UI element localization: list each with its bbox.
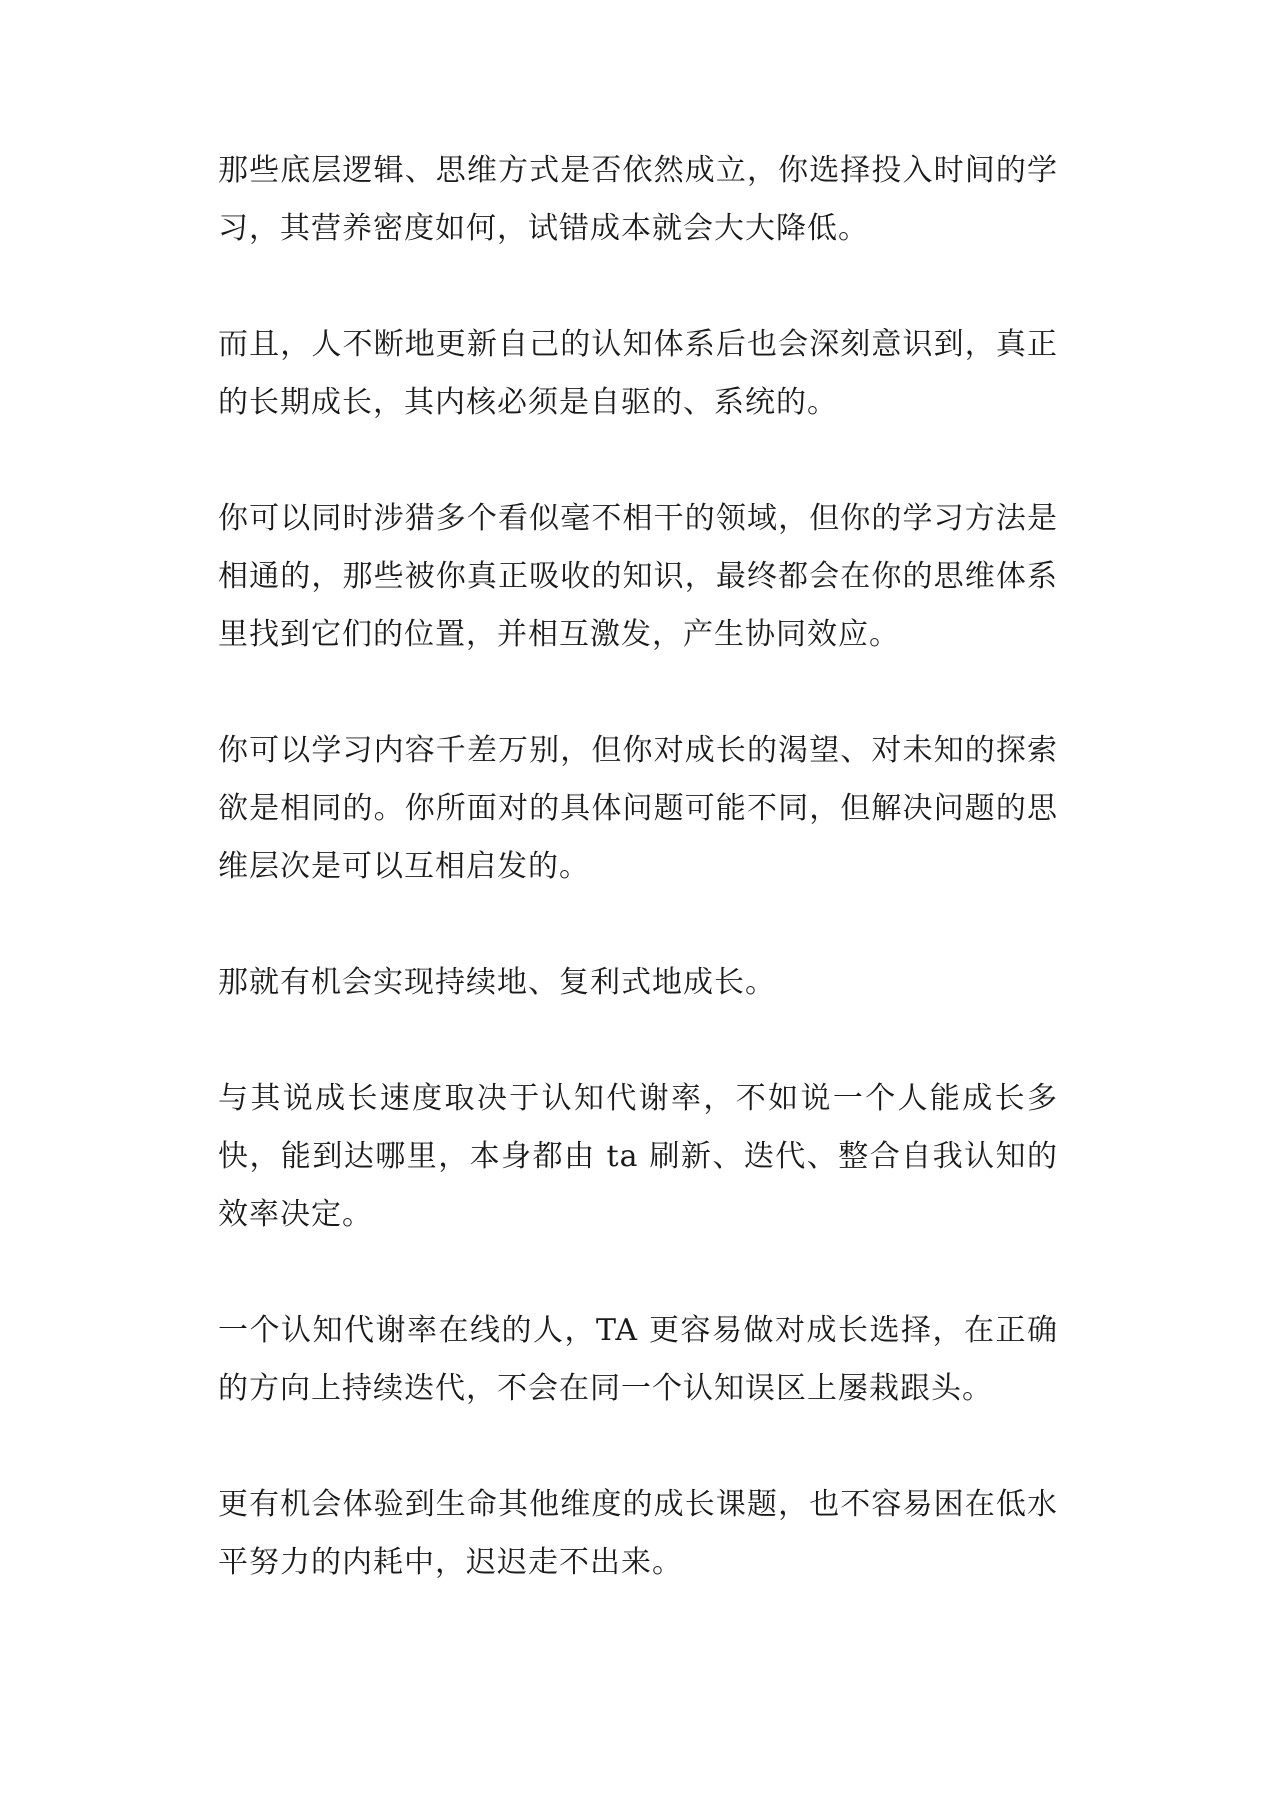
paragraph-4: 你可以学习内容千差万别，但你对成长的渴望、对未知的探索欲是相同的。你所面对的具体问题可能不同，但解决问题的思维层次是可以互相启发的。 — [218, 733, 1058, 884]
paragraph-6: 与其说成长速度取决于认知代谢率，不如说一个人能成长多快，能到达哪里，本身都由 ta 刷新、迭代、整合自我认知的效率决定。 — [218, 1081, 1058, 1232]
paragraph-5: 那就有机会实现持续地、复利式地成长。 — [218, 965, 776, 1000]
paragraph-2: 而且，人不断地更新自己的认知体系后也会深刻意识到，真正的长期成长，其内核必须是自驱的、系统的。 — [218, 327, 1058, 420]
paragraph-7: 一个认知代谢率在线的人，TA 更容易做对成长选择，在正确的方向上持续迭代，不会在同一个认知误区上屡栽跟头。 — [218, 1313, 1058, 1406]
paragraph-8: 更有机会体验到生命其他维度的成长课题，也不容易困在低水平努力的内耗中，迟迟走不出来。 — [218, 1487, 1058, 1580]
paragraph-1: 那些底层逻辑、思维方式是否依然成立，你选择投入时间的学习，其营养密度如何，试错成本就会大大降低。 — [218, 153, 1058, 246]
body-text — [218, 142, 1058, 1592]
paragraph-3: 你可以同时涉猎多个看似毫不相干的领域，但你的学习方法是相通的，那些被你真正吸收的知识，最终都会在你的思维体系里找到它们的位置，并相互激发，产生协同效应。 — [218, 501, 1058, 652]
